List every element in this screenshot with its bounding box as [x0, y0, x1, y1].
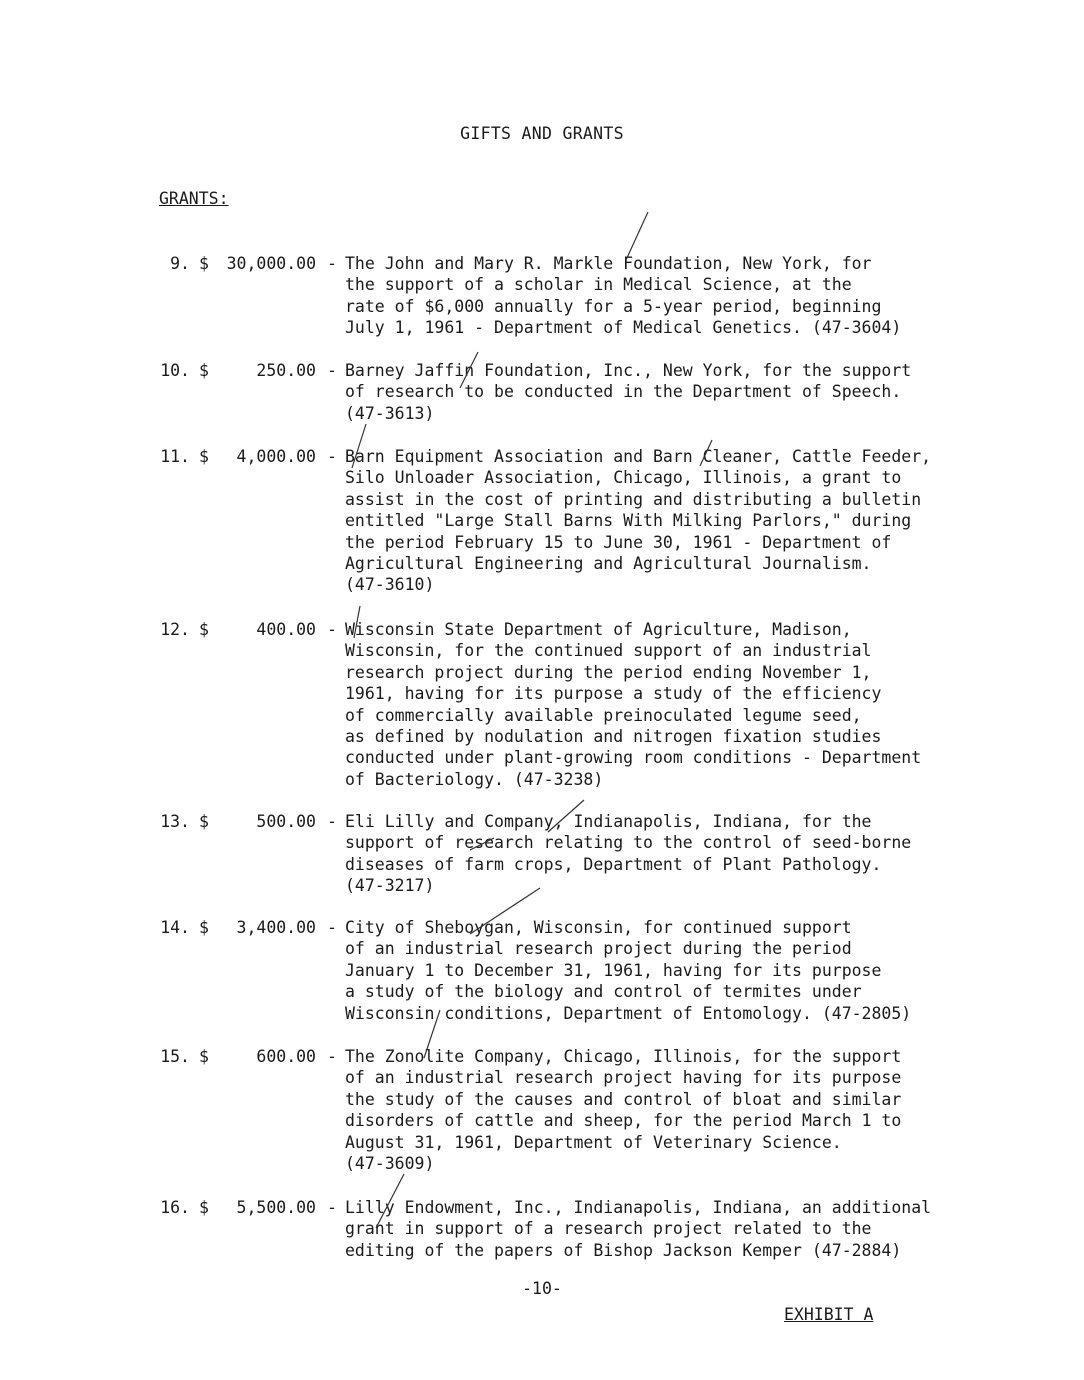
- description-line: support of research relating to the control of seed-borne: [345, 833, 912, 853]
- grant-description: [345, 917, 995, 1024]
- grant-amount: 400.00: [256, 620, 316, 639]
- description-line: of commercially available preinoculated legume seed,: [345, 705, 862, 725]
- exhibit-label: EXHIBIT A: [784, 1305, 874, 1324]
- description-line: Lilly Endowment, Inc., Indianapolis, Indiana, an additional: [345, 1198, 932, 1217]
- dollar-sign: $: [199, 1047, 209, 1066]
- grant-description: [345, 619, 995, 790]
- dollar-sign: $: [199, 254, 209, 273]
- grant-description: [345, 1046, 995, 1174]
- description-line: a study of the biology and control of termites under: [345, 982, 862, 1002]
- description-line: the period February 15 to June 30, 1961 - Department of: [345, 532, 892, 552]
- description-line: The Zonolite Company, Chicago, Illinois, for the support: [345, 1047, 902, 1066]
- description-line: The John and Mary R. Markle Foundation, New York, for: [345, 254, 872, 273]
- description-line: Agricultural Engineering and Agricultural Journalism.: [345, 554, 872, 574]
- description-line: City of Sheboygan, Wisconsin, for continued support: [345, 918, 852, 937]
- separator-dash: -: [327, 620, 337, 639]
- description-line: Barney Jaffin Foundation, Inc., New York, for the support: [345, 361, 912, 380]
- description-line: of Bacteriology. (47-3238): [345, 769, 604, 789]
- grant-amount: 250.00: [256, 361, 316, 380]
- separator-dash: -: [327, 812, 337, 831]
- separator-dash: -: [327, 361, 337, 380]
- section-heading: GRANTS:: [159, 189, 229, 208]
- separator-dash: -: [327, 447, 337, 466]
- description-line: Wisconsin, for the continued support of an industrial: [345, 641, 872, 661]
- description-line: (47-3610): [345, 575, 435, 595]
- dollar-sign: $: [199, 620, 209, 639]
- grant-number: 15.: [160, 1047, 190, 1066]
- grant-amount: 30,000.00: [226, 254, 316, 273]
- grant-description: [345, 1197, 995, 1261]
- dollar-sign: $: [199, 918, 209, 937]
- description-line: Eli Lilly and Company, Indianapolis, Indiana, for the: [345, 812, 872, 831]
- grant-number: 14.: [160, 918, 190, 937]
- grant-number: 9.: [170, 254, 190, 273]
- description-line: (47-3613): [345, 403, 435, 423]
- separator-dash: -: [327, 254, 337, 273]
- grant-amount: 4,000.00: [236, 447, 316, 466]
- description-line: assist in the cost of printing and distributing a bulletin: [345, 489, 922, 509]
- grant-amount: 500.00: [256, 812, 316, 831]
- page-number: -10-: [522, 1279, 562, 1298]
- grant-number: 10.: [160, 361, 190, 380]
- description-line: Barn Equipment Association and Barn Cleaner, Cattle Feeder,: [345, 447, 932, 466]
- grant-amount: 5,500.00: [236, 1198, 316, 1217]
- description-line: Wisconsin State Department of Agriculture, Madison,: [345, 620, 852, 639]
- description-line: rate of $6,000 annually for a 5-year period, beginning: [345, 296, 882, 316]
- grant-number: 13.: [160, 812, 190, 831]
- grant-description: [345, 253, 995, 339]
- grant-number: 11.: [160, 447, 190, 466]
- dollar-sign: $: [199, 361, 209, 380]
- description-line: entitled "Large Stall Barns With Milking Parlors," during: [345, 511, 912, 531]
- description-line: as defined by nodulation and nitrogen fixation studies: [345, 727, 882, 747]
- description-line: the support of a scholar in Medical Science, at the: [345, 275, 852, 295]
- dollar-sign: $: [199, 812, 209, 831]
- grant-amount: 600.00: [256, 1047, 316, 1066]
- description-line: research project during the period ending November 1,: [345, 662, 872, 682]
- separator-dash: -: [327, 918, 337, 937]
- description-line: July 1, 1961 - Department of Medical Genetics. (47-3604): [345, 318, 902, 338]
- description-line: diseases of farm crops, Department of Plant Pathology.: [345, 854, 882, 874]
- page-title: GIFTS AND GRANTS: [460, 124, 624, 143]
- grant-amount: 3,400.00: [236, 918, 316, 937]
- grant-description: [345, 811, 995, 897]
- description-line: editing of the papers of Bishop Jackson Kemper (47-2884): [345, 1240, 902, 1260]
- description-line: Silo Unloader Association, Chicago, Illinois, a grant to: [345, 468, 902, 488]
- description-line: August 31, 1961, Department of Veterinary Science.: [345, 1132, 842, 1152]
- description-line: January 1 to December 31, 1961, having for its purpose: [345, 960, 882, 980]
- grant-number: 12.: [160, 620, 190, 639]
- description-line: of an industrial research project during the period: [345, 939, 852, 959]
- description-line: 1961, having for its purpose a study of the efficiency: [345, 684, 882, 704]
- separator-dash: -: [327, 1047, 337, 1066]
- description-line: disorders of cattle and sheep, for the period March 1 to: [345, 1111, 902, 1131]
- grant-number: 16.: [160, 1198, 190, 1217]
- dollar-sign: $: [199, 447, 209, 466]
- grant-description: [345, 446, 995, 596]
- description-line: Wisconsin conditions, Department of Entomology. (47-2805): [345, 1003, 912, 1023]
- dollar-sign: $: [199, 1198, 209, 1217]
- description-line: the study of the causes and control of bloat and similar: [345, 1089, 902, 1109]
- description-line: conducted under plant-growing room conditions - Department: [345, 748, 922, 768]
- description-line: (47-3217): [345, 876, 435, 896]
- description-line: of an industrial research project having for its purpose: [345, 1068, 902, 1088]
- description-line: grant in support of a research project related to the: [345, 1219, 872, 1239]
- separator-dash: -: [327, 1198, 337, 1217]
- grant-description: [345, 360, 995, 424]
- description-line: (47-3609): [345, 1154, 435, 1174]
- description-line: of research to be conducted in the Department of Speech.: [345, 382, 902, 402]
